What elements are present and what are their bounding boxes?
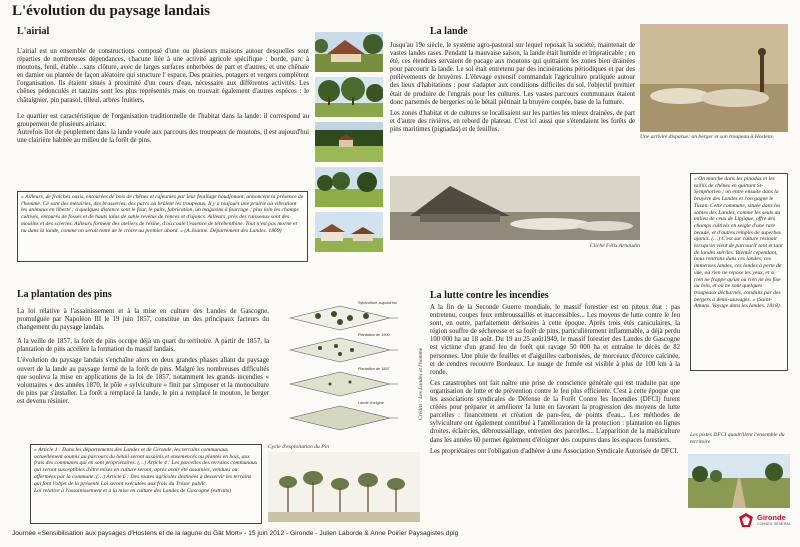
incendies-text xyxy=(430,304,680,459)
pine-cycle-illustration xyxy=(268,452,420,522)
incendies-paragraph-1: A la fin de la Seconde Guerre mondiale, le massif forestier est en piteux état : pas entretenu, coupes feux embroussaillés et inaccessibles... Les moyens de lutte contre le feu sont, en outre, parfaitement dérisoires à cette époque. Après trois étés caniculaires, la région souffre de sécheresse et sa forêt de pins, particulièrement inflammable, a déjà perdu 100 000 ha au 18 août. Du 19 au 25 août1949, le massif forestier des Landes de Gascogne est victime d'un grand feu de forêt qui ravage 50 000 ha et entraîne le décès de 82 personnes. Une pluie de feuilles et d'aiguilles carbonisées, de morceaux d'écorce calcinée, et de cendres recouvre Bordeaux. Le nuage de fumée est visible à plus de 100 km à la ronde. xyxy=(430,304,680,376)
airial-heading: L'airial xyxy=(17,26,50,37)
airial-paragraph-2: Le quartier est caractéristique de l'organisation traditionnelle de l'habitat dans la lande: il correspond au groupement de plusieurs airiaux. xyxy=(17,112,309,128)
airial-photo-meadow xyxy=(315,167,383,207)
pins-paragraph-2: A la veille de 1857, la forêt de pins occupe déjà un quart du territoire. A partir de 1857, la plantation de pins accélère la formation du massif landais. xyxy=(17,338,269,354)
lande-sheep-caption: Une activité disparue: un berger et son troupeau à Hostens. xyxy=(640,134,775,140)
airial-paragraph-1: L'airial est un ensemble de constructions composé d'une ou plusieurs maisons autour desquelles sont réparties de nombreuses dépendances, chacune liée à une activité agricole spécifique : borde, parc à moutons, fenil, étable…sans clôture, avec de larges surfaces enherbées de part et d'autres, et une chênaie en damier ou plantée de façon aléatoire qui structure l' espace. Des prairies, potagers et vergers complètent l'organisation. Ils étaient situés à proximité d'un cours d'eau, nécessaire aux différentes activités. Les chênes pédonculés et tauzins sont les plus représentés mais on trouvait également d'autres espèces : le châtaignier, pin parasol, tilleul, arbres fruitiers, xyxy=(17,48,309,104)
gironde-logo-sub: CONSEIL GÉNÉRAL xyxy=(757,522,791,526)
pine-diagram-credit: Crédits : Les Landes et l'homme xyxy=(418,347,424,420)
airial-text xyxy=(17,48,309,148)
pine-cycle-caption: Cycle d'exploitation du Pin xyxy=(268,444,330,450)
airial-quote: « Ailleurs, de fraîches oasis, entourées de bois de chênes et rajeunies par leur feuillage boudjonant, annoncent la présence de l'homme. Ce sont des métairies, des brasseries, des parcs où brûlent les troupeaux. Il y a toujours une prairie où vibrationt les animaux en liberté ; à quelques distance sont le four, le puits, fabrication, un magasins à fourrage ; plus loin les champs cultivés, entourés de fossés et de hauts talus de sable revêtus de ronces et d'ajoncs. Ailleurs, près des ruisseaux sont des moulins et des scieries. Ailleurs forment des ateliers de résine, d'où coule l'essence de térébenthine. Tout n'est pas morne et nu dans la lande, comme on serait tenté de le croire au premier abord. » xyxy=(21,194,304,234)
pine-cycle-diagram xyxy=(270,298,420,438)
pins-articles-box xyxy=(30,444,262,524)
airial-photo-farmhouse xyxy=(315,32,383,72)
page-title: L'évolution du paysage landais xyxy=(12,3,210,19)
lande-photo-sheepfold xyxy=(390,176,640,240)
lande-paragraph-2: Les zones d'habitat et de cultures se localisaient sur les parties les mieux drainées, de part et d'autre des rivières, en rebord de plateau. C'est ici aussi que s'étendaient les forêts de pins maritimes (pignadas) et de feuillus. xyxy=(390,109,635,133)
airial-photo-clearing xyxy=(315,122,383,162)
airial-photo-houses xyxy=(315,212,383,252)
pins-articles: « Article 1 : Dans les départements des Landes et de Gironde, les terrains communaux actuellement soumis au parcours du bétail seront assainis et ensemencés ou plantés en bois, aux frais des communes qui en sont propriétaires. (…) Article 4 : Les parcelles des terrains communaux qui seront susceptibles d'être mises en culture seront, après avoir été assainies, vendues ou affermées par la commune. (…) Article 6 : Des routes agricoles destinées à desservir les terrains qui font l'objet de la présente Loi seront exécutées aux frais du Trésor public. xyxy=(34,447,258,487)
airial-paragraph-3: Autrefois îlot de peuplement dans la lande vouée aux parcours des troupeaux de moutons, il est aujourd'hui une clairière habitée au milieu de la forêt de pins. xyxy=(17,128,309,144)
gironde-logo-icon xyxy=(737,512,755,530)
pins-paragraph-1: La loi relative à l'assainissement et à la mise en culture des Landes de Gascogne, promulguée par Napoléon III le 19 juin 1857, constitue un des principaux facteurs du changement du paysage landais. xyxy=(17,308,269,332)
stage-label-1: Sylviculture aujourd'hui xyxy=(358,301,397,305)
airial-quote-box xyxy=(17,191,308,262)
lande-paragraph-1: Jusqu'au 19e siècle, le système agro-pastoral sur lequel reposait la société, maintenait de vastes landes rases. Pendant la mauvaise saison, la lande était humide et impraticable ; en été, ces étendues servaient de pacage aux moutons qui quittaient les zones bien drainées pour parcourir la lande. Le sol était entretenu par des incinérations périodiques et par des prélèvements de bruyères. L'élevage extensif commandait l'agriculture pratiquée autour des lieux d'habitations : pour s'adapter aux conditions difficiles du sol, l'objectif premier était de produire de l'engrais pour les cultures. Les vastes parcours communaux étaient donc parsemés de bergeries où le bétail piétinait la bruyère coupée, base de la fumure. xyxy=(390,42,635,106)
pins-articles-tail: Loi relative à l'assainissement et à la mise en culture des Landes de Gascogne (extraits) xyxy=(34,488,232,495)
footer: Journée «Sensibilisation aux paysages d'Hostens et de la lagune du Gât Mort» - 15 juin 2012 - Gironde - Julien Laborde & Anne Poirier Paysagistes dplg xyxy=(12,530,459,537)
lande-heading: La lande xyxy=(430,26,468,37)
dfci-caption: Les pistes DFCI quadrillent l'ensemble du territoire xyxy=(690,432,785,445)
incendies-paragraph-2: Ces catastrophes ont fait naître une prise de conscience générale qui est traduite par une organisation de lutte et de prévention contre le feu plus efficiente. C'est à cette époque que les associations syndicales de Défense de la Forêt Contre les Incendies (DFCI) furent créées pour préparer et améliorer la lutte en favorant la progression des moyens de lutte parcelles : financement et création de pare-feu, de points d'eau... Les méthodes de sylviculture ont également contribué à l'amélioration de la protection : plantation en lignes droites, éclaircies, débroussaillage, entretien des parcelles... L'apparition de la maïsiculture dans les années 60 permet également d'éloigner des coupures dans les espaces forestiers. xyxy=(430,379,680,444)
airial-photo-oaks xyxy=(315,77,383,117)
airial-quote-source: (A.Joanne. Département des Landes. 1869) xyxy=(184,227,282,234)
incendies-paragraph-3: Les propriétaires ont l'obligation d'adhérer à une Association Syndicale Autorisée de DFCI. xyxy=(430,447,679,455)
lande-photo-shepherd xyxy=(640,24,788,132)
stage-label-4: Lande d'origine xyxy=(358,401,384,405)
gironde-logo-name: Gironde xyxy=(757,513,786,522)
pins-paragraph-3: L'évolution du paysage landais s'enchaîne alors en deux grandes phases allant du paysage ouvert de la lande au paysage fermé de la forêt de pins. Malgré les nombreuses difficultés que souleva la mise en applications de la loi de 1857, notamment les grands incendies « volontaires » des années 1870, le pôle « sylviculture » finit par s'imposer et la monoculture du pins par s'installer. La forêt a remplacé la lande, le pin a remplacé le mouton, le berger est devenu résinier. xyxy=(17,357,269,405)
lande-photo-credit: Cliché Félix Arnaudin xyxy=(590,243,640,249)
pins-heading: La plantation des pins xyxy=(17,289,112,300)
lande-text xyxy=(390,42,635,137)
stage-label-3: Plantation de 1857 xyxy=(358,367,390,371)
dfci-track-photo xyxy=(688,454,790,508)
stage-label-2: Plantation de 1900 xyxy=(358,333,390,337)
lande-quote: « On marche dans les pinadas et les taillis de chênes en quittant St-Symphorien ; on entre ensuite dans la bruyère des Landes et l'on gagne le Tuzan. Cette commune, située dans les sables des Landes, comme les seuls au milieu de ceux de Lipjique, offre des champs cultivés en seigle d'une rare beauté, et d'autres remplis de superbes ajoncs. (…) C'est sur culture résinait lorsqu'on vient de parcourir tant et tant de landes stériles. Bientôt cependant, nous rentrons dans ces landes, ces immenses landes, ces landes à perte de vue, où rien ne repose les yeux, et si rien ne frappe qu'un où rien ne les fixe au loin, et où ne sont quelques troupeaux décharnés, conduits par des bergers à demi-sauvages. » (Saint-Amans. Voyage dans les landes. 1818). xyxy=(694,176,783,310)
incendies-heading: La lutte contre les incendies xyxy=(430,290,549,301)
lande-quote-box xyxy=(690,173,788,371)
gironde-logo xyxy=(737,510,797,532)
pins-text xyxy=(17,308,269,409)
